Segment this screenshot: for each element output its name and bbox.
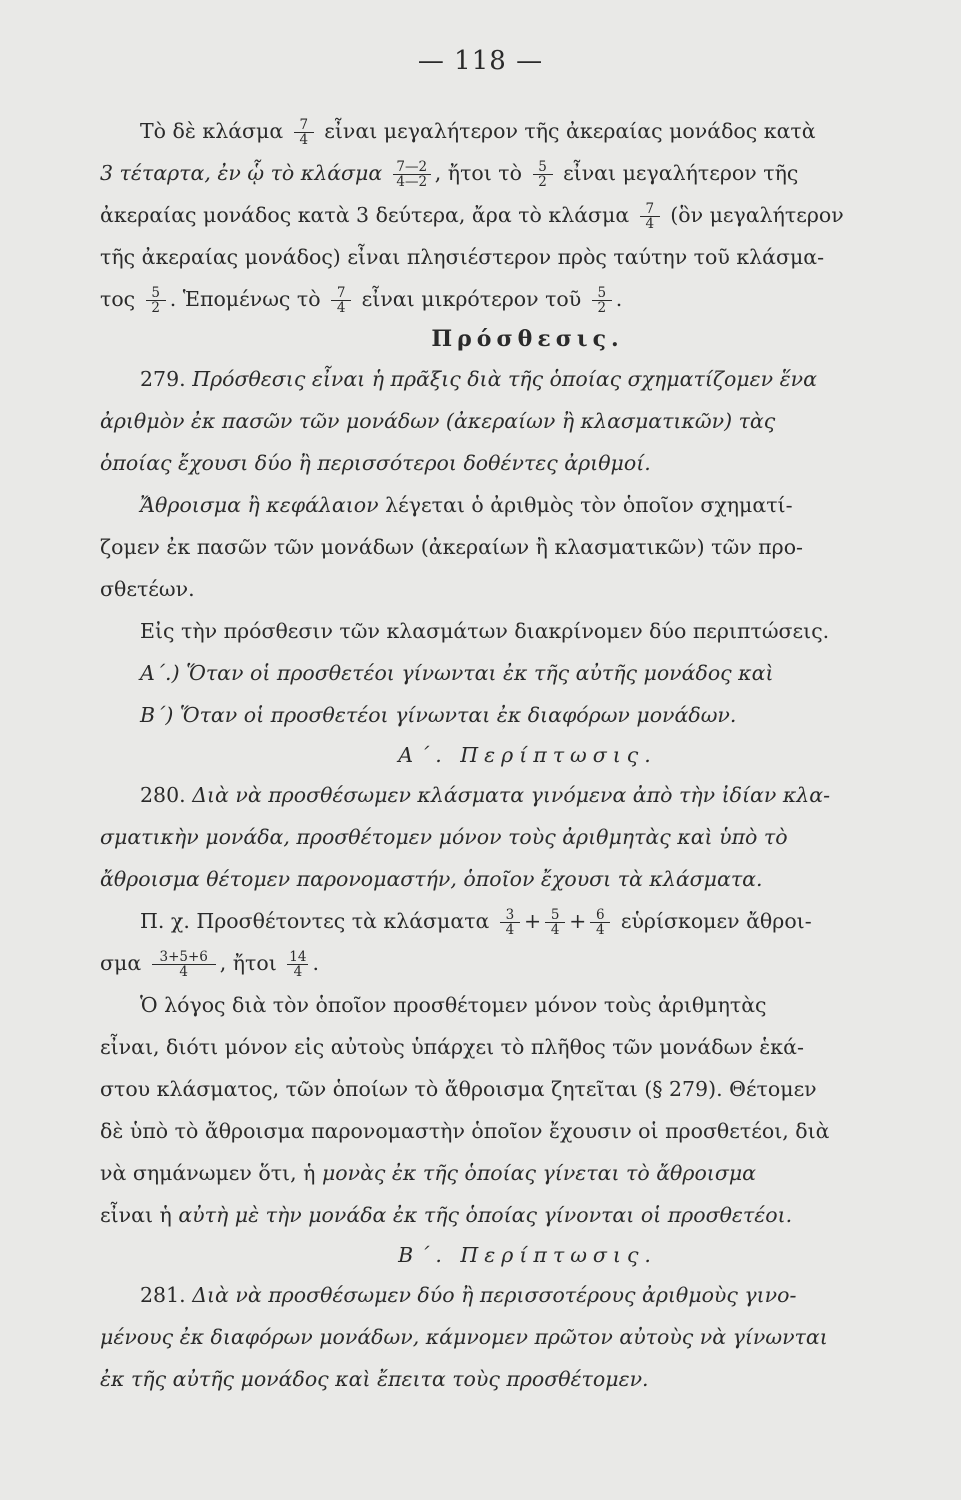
fraction-numerator: 7	[294, 118, 314, 133]
text-line: Α΄.) Ὅταν οἱ προσθετέοι γίνωνται ἐκ τῆς αὐτῆς μονάδος καὶ	[140, 661, 774, 685]
fraction-numerator: 5	[592, 286, 612, 301]
text-span: μονὰς ἐκ τῆς ὁποίας γίνεται τὸ ἄθροισμα	[321, 1161, 756, 1185]
text-line	[100, 1194, 955, 1236]
fraction-denominator: 4—2	[396, 174, 428, 190]
fraction	[590, 908, 610, 937]
text-line	[100, 942, 955, 984]
text-line	[100, 484, 955, 526]
fraction-numerator: 5	[545, 908, 565, 923]
section-number: 279.	[140, 367, 186, 391]
text-line: σματικὴν μονάδα, προσθέτομεν μόνον τοὺς ἀριθμητὰς καὶ ὑπὸ τὸ	[100, 825, 788, 849]
fraction-denominator: 4	[293, 964, 303, 980]
text-line	[100, 1274, 955, 1316]
fraction	[640, 202, 660, 231]
fraction	[500, 908, 520, 937]
text-span: λέγεται ὁ ἀριθμὸς τὸν ὁποῖον σχηματί-	[385, 493, 793, 517]
heading-text: Β΄. Περίπτωσις.	[398, 1243, 657, 1267]
fraction	[287, 950, 308, 979]
section-number: 280.	[140, 783, 186, 807]
fraction	[533, 160, 553, 189]
text-span: Διὰ νὰ προσθέσωμεν κλάσματα γινόμενα ἀπὸ τὴν ἰδίαν κλα-	[192, 783, 831, 807]
text-span: . Ἑπομένως τὸ	[169, 287, 321, 311]
text-span: εὑρίσκομεν ἄθροι-	[620, 909, 812, 933]
text-line: ὁποίας ἔχουσι δύο ἢ περισσότεροι δοθέντες ἀριθμοί.	[100, 451, 651, 475]
text-span: νὰ σημάνωμεν ὅτι, ἡ	[100, 1161, 316, 1185]
fraction	[146, 286, 166, 315]
text-span: ἀκεραίας μονάδος κατὰ 3 δεύτερα, ἄρα τὸ κλάσμα	[100, 203, 630, 227]
text-line: δὲ ὑπὸ τὸ ἄθροισμα παρονομαστὴν ὁποῖον ἔχουσιν οἱ προσθετέοι, διὰ	[100, 1119, 830, 1143]
text-span: εἶναι μεγαλήτερον τῆς ἀκεραίας μονάδος κατὰ	[324, 119, 816, 143]
plus-sign: +	[569, 909, 587, 933]
text-line	[100, 236, 955, 278]
text-span: 3 τέταρτα, ἐν ᾧ τὸ κλάσμα	[100, 161, 383, 185]
text-line: ἄθροισμα θέτομεν παρονομαστήν, ὁποῖον ἔχουσι τὰ κλάσματα.	[100, 867, 763, 891]
text-span: .	[615, 287, 623, 311]
heading-text: Πρόσθεσις.	[431, 326, 624, 352]
text-span: Διὰ νὰ προσθέσωμεν δύο ἢ περισσοτέρους ἀριθμοὺς γινο-	[192, 1283, 797, 1307]
text-line: ζομεν ἐκ πασῶν τῶν μονάδων (ἀκεραίων ἢ κλασματικῶν) τῶν προ-	[100, 535, 803, 559]
text-span: τῆς ἀκεραίας μονάδος) εἶναι πλησιέστερον πρὸς ταύτην τοῦ κλάσμα-	[100, 245, 825, 269]
fraction-numerator: 5	[533, 160, 553, 175]
text-span: .	[312, 951, 319, 975]
text-span: σμα	[100, 951, 142, 975]
fraction-numerator: 14	[289, 949, 307, 965]
fraction	[294, 118, 314, 147]
text-span: εἶναι μεγαλήτερον τῆς	[563, 161, 799, 185]
fraction-denominator: 2	[538, 174, 547, 190]
text-line: Β΄) Ὅταν οἱ προσθετέοι γίνωνται ἐκ διαφόρων μονάδων.	[140, 703, 737, 727]
page-number: — 118 —	[417, 46, 544, 76]
fraction	[331, 286, 351, 315]
text-span: , ἤτοι	[219, 951, 277, 975]
text-line	[100, 152, 955, 194]
fraction-numerator: 3+5+6	[152, 950, 216, 965]
fraction	[545, 908, 565, 937]
text-span: , ἤτοι τὸ	[434, 161, 522, 185]
text-line: Ὁ λόγος διὰ τὸν ὁποῖον προσθέτομεν μόνον τοὺς ἀριθμητὰς	[140, 993, 767, 1017]
text-span: εἶναι ἡ	[100, 1203, 172, 1227]
text-span: Ἄθροισμα ἢ κεφάλαιον	[140, 493, 379, 517]
text-span: Π. χ. Προσθέτοντες τὰ κλάσματα	[140, 909, 490, 933]
text-line	[100, 900, 955, 942]
fraction-denominator: 4	[179, 964, 188, 980]
fraction-denominator: 4	[505, 922, 515, 938]
fraction	[393, 160, 431, 189]
section-number: 281.	[140, 1283, 186, 1307]
text-line: ἐκ τῆς αὐτῆς μονάδος καὶ ἔπειτα τοὺς προσθέτομεν.	[100, 1367, 649, 1391]
fraction-numerator: 7	[640, 202, 660, 217]
fraction-denominator: 4	[645, 216, 655, 232]
fraction-denominator: 4	[596, 922, 605, 938]
text-span: αὐτὴ μὲ τὴν μονάδα ἐκ τῆς ὁποίας γίνονται οἱ προσθετέοι.	[178, 1203, 793, 1227]
fraction-denominator: 2	[151, 300, 160, 316]
fraction-numerator: 7—2	[393, 160, 431, 175]
text-line: εἶναι, διότι μόνον εἰς αὐτοὺς ὑπάρχει τὸ πλῆθος τῶν μονάδων ἑκά-	[100, 1035, 804, 1059]
fraction-denominator: 2	[597, 300, 607, 316]
fraction	[152, 950, 216, 979]
fraction-numerator: 6	[590, 908, 610, 923]
text-span: εἶναι μικρότερον τοῦ	[361, 287, 582, 311]
case-a-heading	[100, 736, 955, 774]
text-span: Τὸ δὲ κλάσμα	[140, 119, 284, 143]
fraction-denominator: 4	[299, 132, 309, 148]
page-body	[100, 110, 955, 1400]
fraction-numerator: 5	[146, 286, 166, 301]
text-line	[100, 1152, 955, 1194]
fraction-denominator: 4	[550, 922, 560, 938]
case-b-heading	[100, 1236, 955, 1274]
text-line	[100, 774, 955, 816]
text-line: Εἰς τὴν πρόσθεσιν τῶν κλασμάτων διακρίνομεν δύο περιπτώσεις.	[140, 619, 830, 643]
heading-text: Α΄. Περίπτωσις.	[398, 743, 657, 767]
text-line: σθετέων.	[100, 577, 195, 601]
fraction-denominator: 4	[336, 300, 346, 316]
text-line: μένους ἐκ διαφόρων μονάδων, κάμνομεν πρῶτον αὐτοὺς νὰ γίνωνται	[100, 1325, 828, 1349]
plus-sign: +	[523, 909, 542, 933]
text-line	[100, 358, 955, 400]
text-line: ἀριθμὸν ἐκ πασῶν τῶν μονάδων (ἀκεραίων ἢ κλασματικῶν) τὰς	[100, 409, 776, 433]
text-line	[100, 194, 955, 236]
text-span: τος	[100, 287, 136, 311]
fraction-numerator: 7	[331, 286, 351, 301]
fraction	[592, 286, 612, 315]
section-heading	[100, 320, 955, 358]
text-line	[100, 278, 955, 320]
text-line: στου κλάσματος, τῶν ὁποίων τὸ ἄθροισμα ζητεῖται (§ 279). Θέτομεν	[100, 1077, 817, 1101]
text-span: Πρόσθεσις εἶναι ἡ πρᾶξις διὰ τῆς ὁποίας σχηματίζομεν ἕνα	[192, 367, 817, 391]
text-span: (ὃν μεγαλήτερον	[670, 203, 844, 227]
text-line	[100, 110, 955, 152]
fraction-numerator: 3	[500, 908, 520, 923]
